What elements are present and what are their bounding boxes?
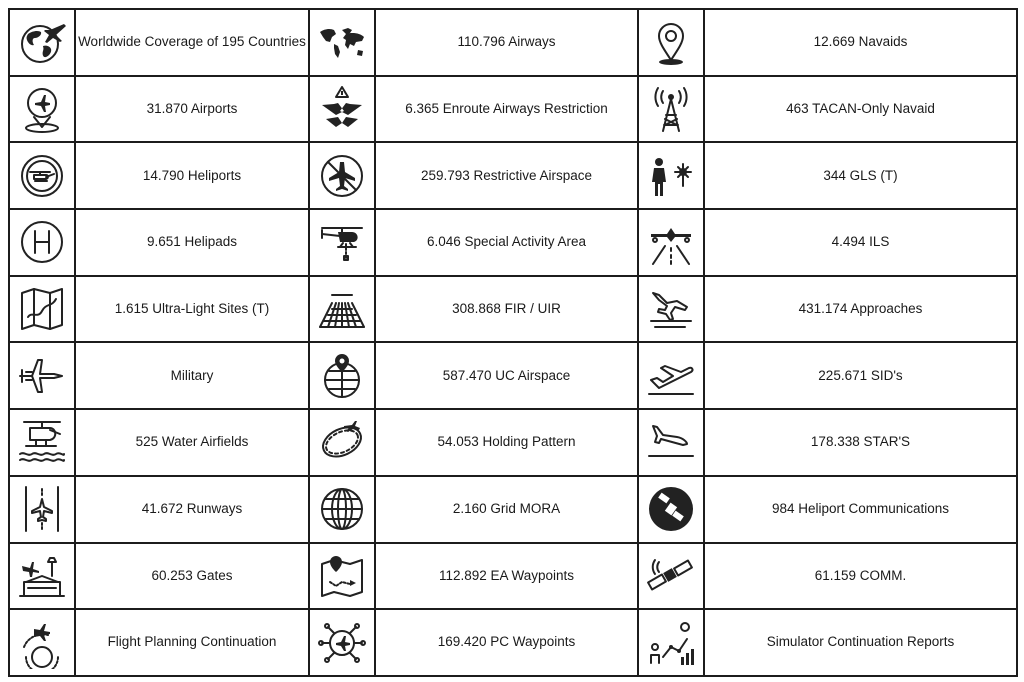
coverage-sheet [8,8,1017,677]
wire-globe-icon [309,476,375,543]
table-row [9,543,1017,610]
coverage-label: 259.793 Restrictive Airspace [375,142,638,209]
coverage-label: 9.651 Helipads [75,209,309,276]
map-route-icon [9,276,75,343]
no-airplane-icon [309,142,375,209]
table-row [9,9,1017,76]
coverage-label: 54.053 Holding Pattern [375,409,638,476]
coverage-label: Worldwide Coverage of 195 Countries [75,9,309,76]
globe-airplane-icon [9,9,75,76]
coverage-label: Military [75,342,309,409]
heliport-icon [9,142,75,209]
coverage-label: 14.790 Heliports [75,142,309,209]
table-row [9,342,1017,409]
landing-icon [638,409,704,476]
coverage-label: 112.892 EA Waypoints [375,543,638,610]
radio-tower-icon [638,76,704,143]
coverage-label: 169.420 PC Waypoints [375,609,638,676]
coverage-label: 2.160 Grid MORA [375,476,638,543]
coverage-label: 525 Water Airfields [75,409,309,476]
takeoff-icon [638,342,704,409]
coverage-label: 110.796 Airways [375,9,638,76]
ils-airplane-icon [638,209,704,276]
coverage-label: 463 TACAN-Only Navaid [704,76,1017,143]
globe-pin-icon [309,342,375,409]
satellite-icon [638,543,704,610]
coverage-label: 1.615 Ultra-Light Sites (T) [75,276,309,343]
analytics-people-icon [638,609,704,676]
runway-icon [9,476,75,543]
coverage-label: 61.159 COMM. [704,543,1017,610]
table-row [9,276,1017,343]
flight-globe-icon [9,609,75,676]
coverage-label: 178.338 STAR'S [704,409,1017,476]
approach-airplane-icon [638,276,704,343]
waypoint-map-icon [309,543,375,610]
fighter-jet-icon [9,342,75,409]
helicopter-icon [309,209,375,276]
map-pin-icon [638,9,704,76]
grid-perspective-icon [309,276,375,343]
coverage-table [8,8,1018,677]
holding-pattern-icon [309,409,375,476]
coverage-label: 225.671 SID's [704,342,1017,409]
table-row [9,409,1017,476]
coverage-label: 6.365 Enroute Airways Restriction [375,76,638,143]
table-row [9,209,1017,276]
table-row [9,142,1017,209]
seaplane-icon [9,409,75,476]
restriction-airplane-icon [309,76,375,143]
world-map-icon [309,9,375,76]
coverage-label: 60.253 Gates [75,543,309,610]
table-row [9,476,1017,543]
table-row [9,609,1017,676]
coverage-label: 344 GLS (T) [704,142,1017,209]
coverage-label: 12.669 Navaids [704,9,1017,76]
coverage-label: 6.046 Special Activity Area [375,209,638,276]
coverage-label: 31.870 Airports [75,76,309,143]
coverage-label: 308.868 FIR / UIR [375,276,638,343]
satellite-badge-icon [638,476,704,543]
coverage-label: 587.470 UC Airspace [375,342,638,409]
person-signal-icon [638,142,704,209]
coverage-label: Simulator Continuation Reports [704,609,1017,676]
coverage-label: 41.672 Runways [75,476,309,543]
coverage-label: 431.174 Approaches [704,276,1017,343]
coverage-label: 4.494 ILS [704,209,1017,276]
coverage-label: Flight Planning Continuation [75,609,309,676]
table-row [9,76,1017,143]
airport-pin-icon [9,76,75,143]
network-airplane-icon [309,609,375,676]
airport-terminal-icon [9,543,75,610]
coverage-label: 984 Heliport Communications [704,476,1017,543]
helipad-icon [9,209,75,276]
